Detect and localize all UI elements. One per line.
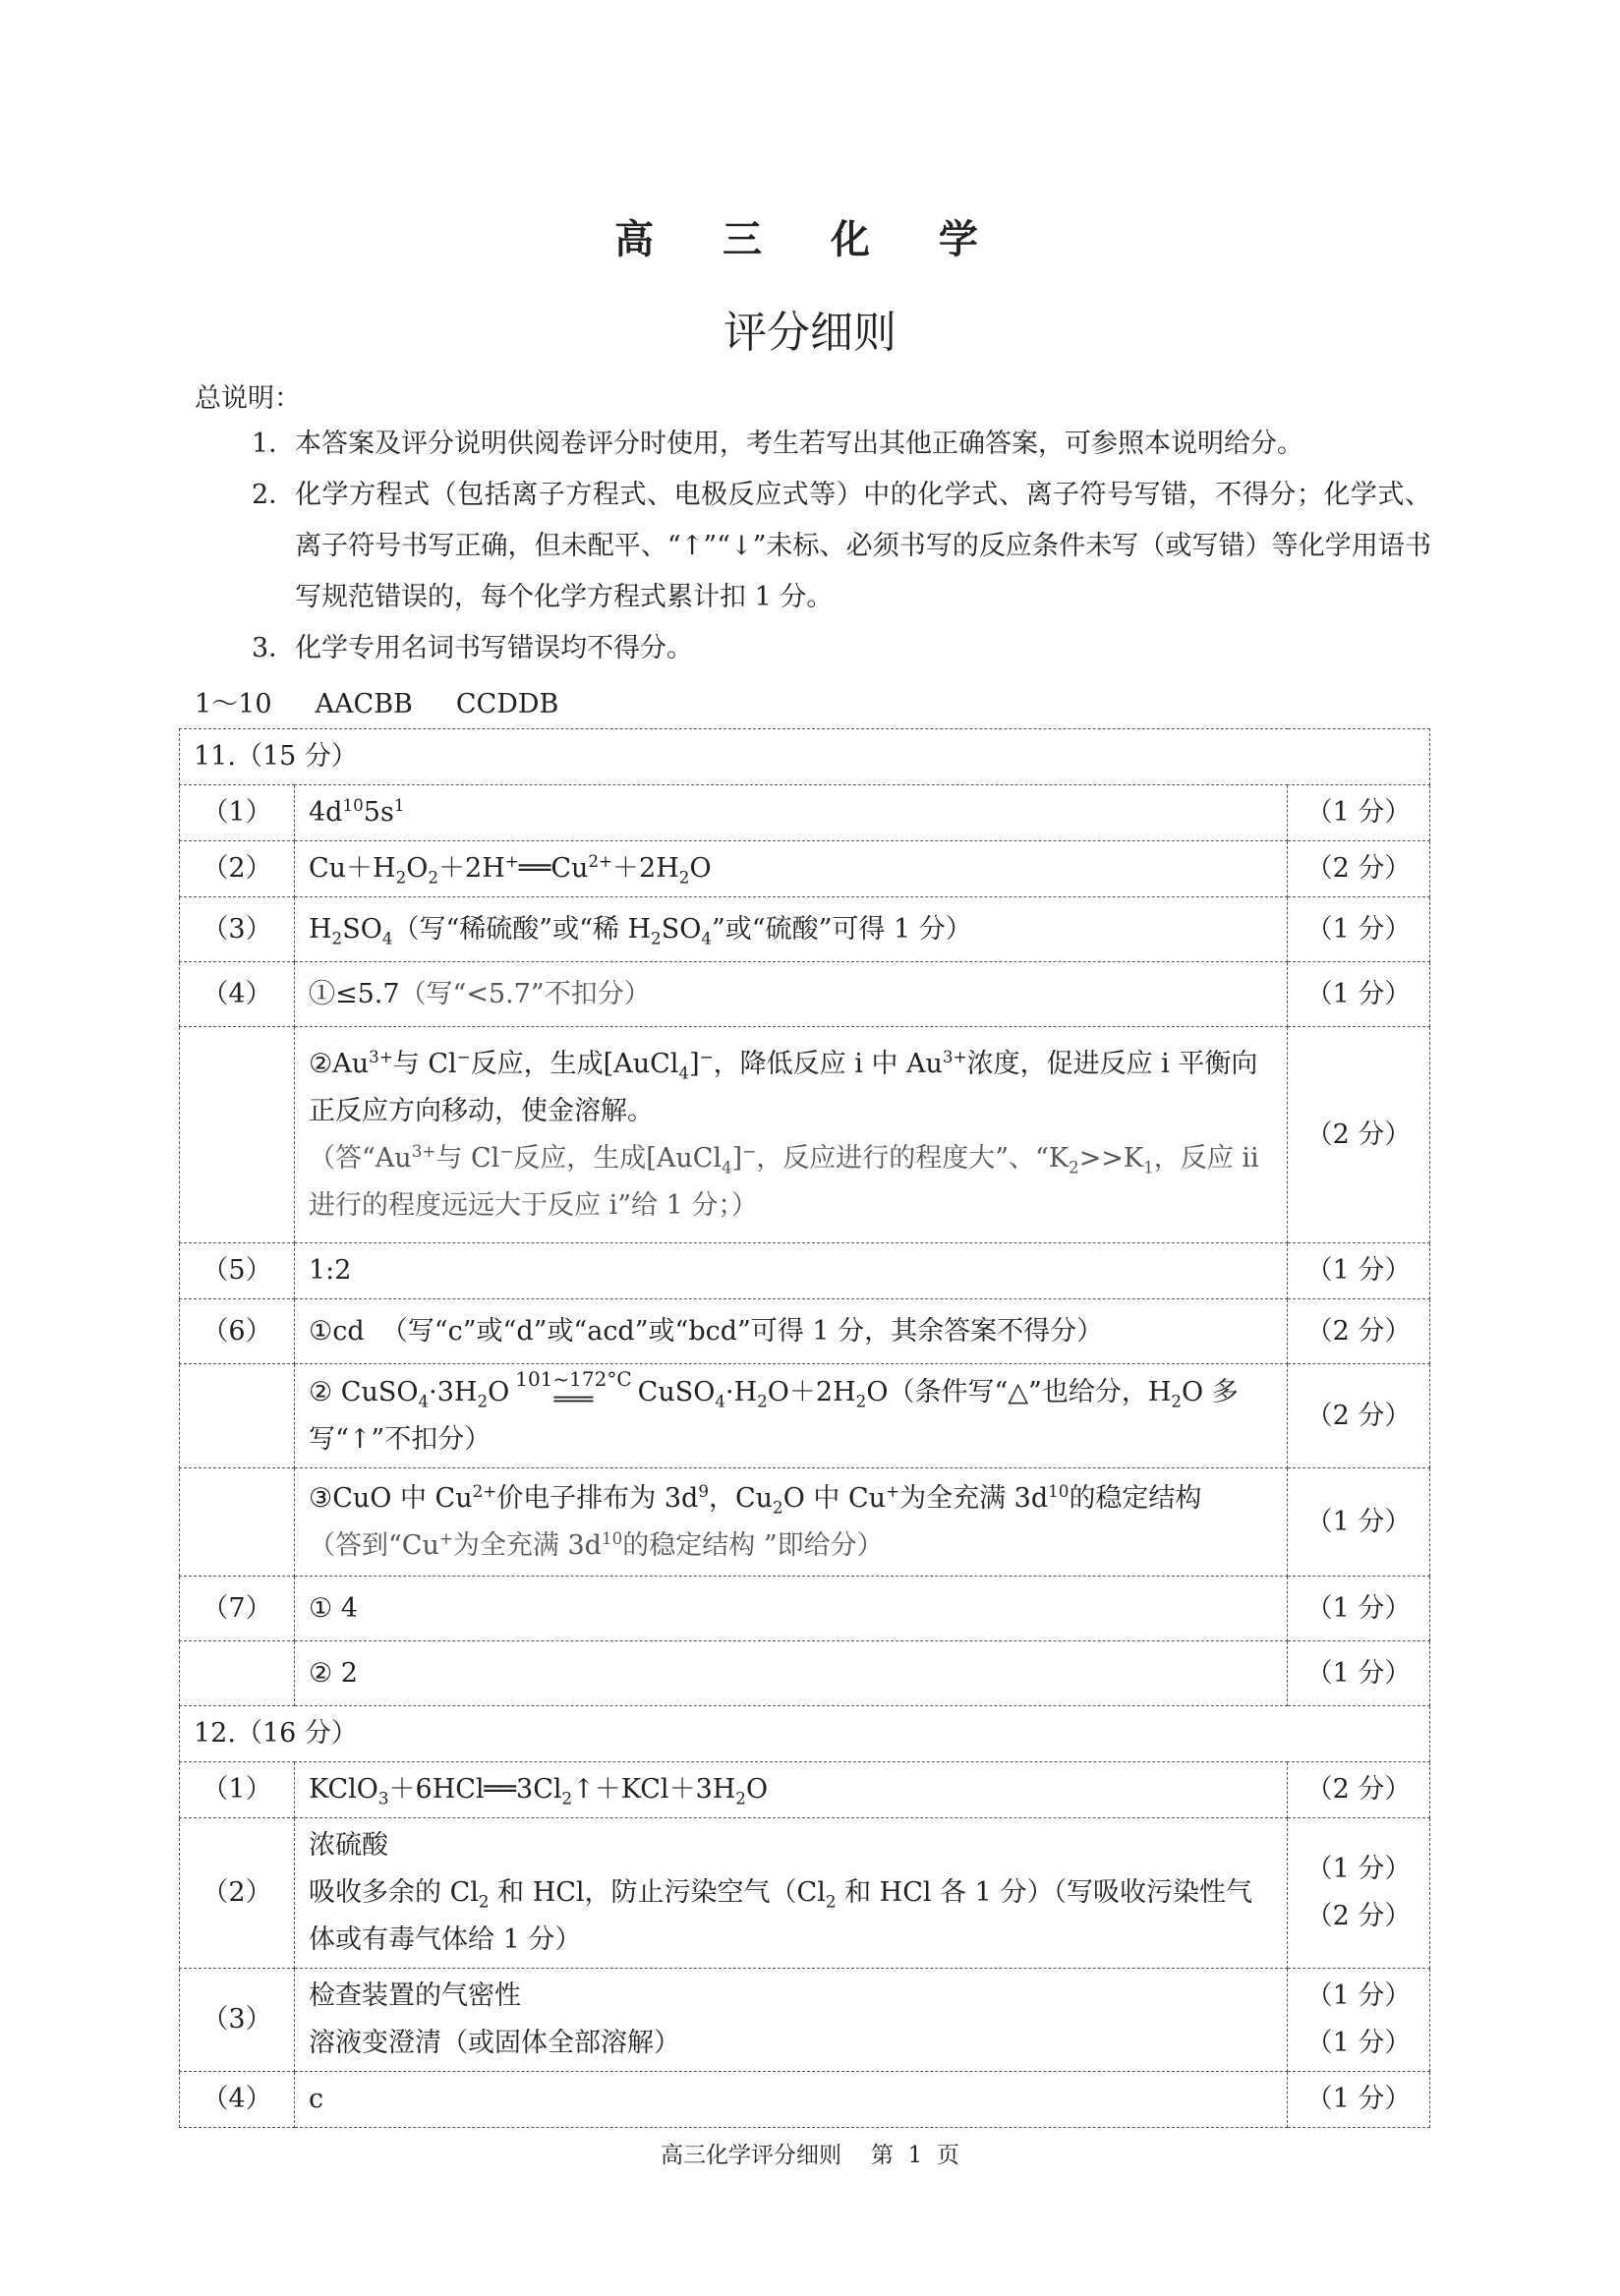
answer-text: $KClO_3+6HCl══3Cl_2↑+KCl+3H_2O$ [295,1762,1288,1818]
general-note-3: 3． 化学专用名词书写错误均不得分。 [252,633,693,663]
score: （2 分） [1288,1364,1430,1468]
general-note-2: 2． 化学方程式（包括离子方程式、电极反应式等）中的化学式、离子符号写错，不得分；化学式、离子符号书写正确，但未配平、“↑”“↓”未标、必须书写的反应条件未写（或写错）等化学用语书写规范错误的，每个化学方程式累计扣 1 分。 [252,480,1431,612]
answer-row: （4） c （1 分） [180,2072,1430,2128]
question-header: 11.（15 分） [180,729,1430,785]
answer-text: $②Au^{3+}$与 Cl−反应，生成[AuCl$_4$]−，降低反应 i 中 $Au^{3+}$浓度，促进反应 i 平衡向正反应方向移动，使金溶解。 （答“$Au^{3+}$与 Cl−反应，生成[AuCl$_4$]−，反应进行的程度大”、“$K_2>>K_1$，反应 ii 进行的程度远远大于反应 i”给 1 分；） [295,1027,1288,1243]
answer-row [180,1641,1430,1706]
score: （2 分） [1288,1762,1430,1818]
answer-row [180,1364,1430,1468]
answer-text: ①≤5.7（写“<5.7”不扣分） [295,962,1288,1027]
score: （1 分） [1288,897,1430,962]
answer-row: （3） $H_2SO_4$（写“稀硫酸”或“稀 $H_2SO_4$”或“硫酸”可得 1 分） （1 分） [180,897,1430,962]
score: （1 分） [1288,785,1430,841]
answer-row: （5） 1:2 （1 分） [180,1243,1430,1299]
score: （1 分） （2 分） [1288,1818,1430,1969]
score: （2 分） [1288,841,1430,897]
score: （2 分） [1288,1299,1430,1364]
score: （1 分） [1288,1243,1430,1299]
score: （1 分） （1 分） [1288,1969,1430,2072]
general-note-1: 1． 本答案及评分说明供阅卷评分时使用，考生若写出其他正确答案，可参照本说明给分。 [252,429,1303,459]
answer-text: $H_2SO_4$（写“稀硫酸”或“稀 $H_2SO_4$”或“硫酸”可得 1 分） [295,897,1288,962]
multiple-choice-answers: 1～10 AACBB CCDDB [195,689,559,719]
answer-row [180,1027,1430,1243]
answer-text: $4d^{10}5s^1$ [295,785,1288,841]
answer-text: 1:2 [295,1243,1288,1299]
answer-row: （4） ①≤5.7（写“<5.7”不扣分） （1 分） [180,962,1430,1027]
score: （1 分） [1288,1468,1430,1577]
answer-row: （3） 检查装置的气密性 溶液变澄清（或固体全部溶解） （1 分） （1 分） [180,1969,1430,2072]
answer-row: （1） $4d^{10}5s^1$ （1 分） [180,785,1430,841]
answer-text: c [295,2072,1288,2128]
score: （2 分） [1288,1027,1430,1243]
answer-text: ② 2 [295,1641,1288,1706]
page-number: 1 [907,2143,923,2168]
score: （1 分） [1288,2072,1430,2128]
answer-row [180,1468,1430,1577]
answer-row: （2） $Cu+H_2O_2+2H^+══Cu^{2+}+2H_2O$ （2 分） [180,841,1430,897]
score: （1 分） [1288,1577,1430,1641]
score: （1 分） [1288,962,1430,1027]
general-notes-label: 总说明： [195,383,301,414]
answer-table [179,728,1430,2128]
answer-text: 检查装置的气密性 溶液变澄清（或固体全部溶解） [295,1969,1288,2072]
score: （1 分） [1288,1641,1430,1706]
page-title: 高 三 化 学 [614,216,1006,262]
question-header: 12.（16 分） [180,1706,1430,1762]
answer-row: （2） 浓硫酸 吸收多余的 $Cl_2$ 和 HCl，防止污染空气（$Cl_2$ 和 HCl 各 1 分）（写吸收污染性气体或有毒气体给 1 分） （1 分） （2 分） [180,1818,1430,1969]
answer-row: （6） ①cd （写“c”或“d”或“acd”或“bcd”可得 1 分，其余答案不得分） （2 分） [180,1299,1430,1364]
page-footer: 高三化学评分细则 第 1 页 [661,2143,959,2168]
reaction-condition-arrow: 101~172°C ═══ [515,1367,632,1412]
answer-text: 浓硫酸 吸收多余的 $Cl_2$ 和 HCl，防止污染空气（$Cl_2$ 和 HCl 各 1 分）（写吸收污染性气体或有毒气体给 1 分） [295,1818,1288,1969]
answer-row: （7） ① 4 （1 分） [180,1577,1430,1641]
answer-row: （1） $KClO_3+6HCl══3Cl_2↑+KCl+3H_2O$ （2 分） [180,1762,1430,1818]
page-subtitle: 评分细则 [723,308,897,358]
answer-text: ①cd （写“c”或“d”或“acd”或“bcd”可得 1 分，其余答案不得分） [295,1299,1288,1364]
answer-text: ② $CuSO_4\cdot 3H_2O$ 101~172°C ═══ $CuSO_4\cdot H_2O+2H_2O$（条件写“△”也给分，$H_2O$ 多写“↑”不扣分） [295,1364,1288,1468]
answer-text: ① 4 [295,1577,1288,1641]
answer-text: $Cu+H_2O_2+2H^+══Cu^{2+}+2H_2O$ [295,841,1288,897]
answer-text: ③CuO 中 $Cu^{2+}$价电子排布为 $3d^9$，$Cu_2O$ 中 Cu+为全充满 $3d^{10}$的稳定结构 （答到“Cu+为全充满 $3d^{10}$的稳定结构 ”即给分） [295,1468,1288,1577]
